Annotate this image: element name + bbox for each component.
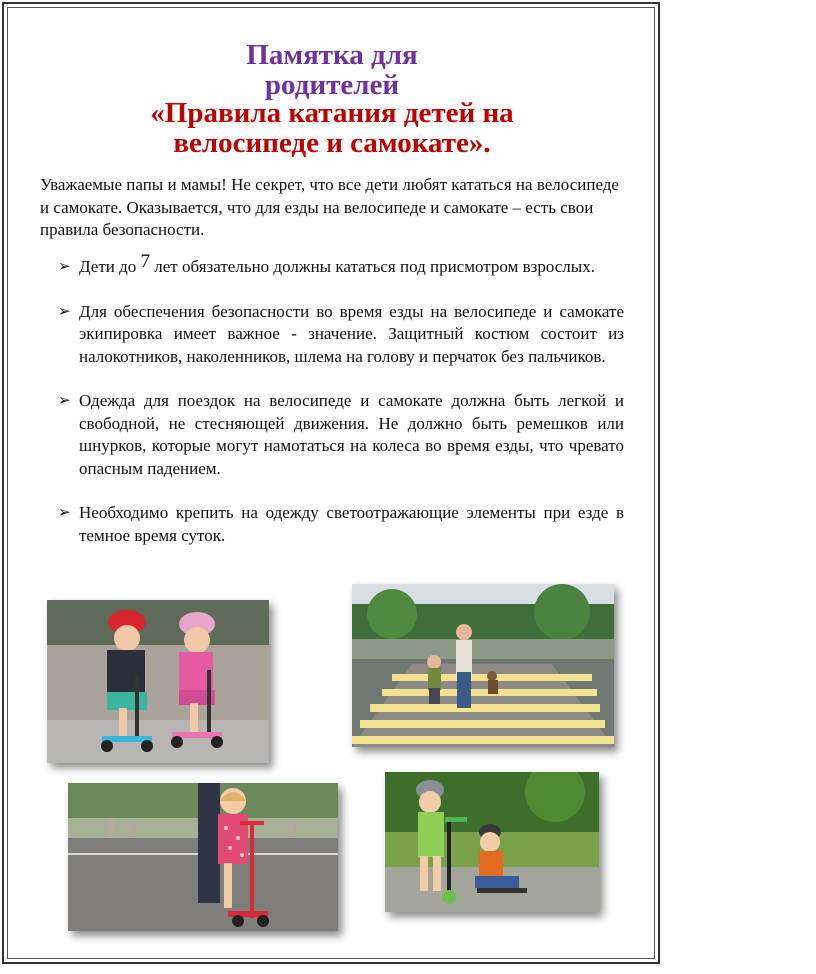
title-line-3: «Правила катания детей на [150, 97, 514, 129]
title-line-1: Памятка для [246, 39, 418, 71]
rule-text: Дети до [79, 257, 141, 276]
intro-paragraph: Уважаемые папы и мамы! Не секрет, что все дети любят кататься на велосипеде и самокате. Оказывается, что для езды на велосипеде и самокате – есть свои правила безопасности. [40, 175, 619, 239]
photo-girl-scooter-park [68, 783, 338, 931]
arrow-bullet-icon: ➢ [58, 505, 71, 521]
photo-crosswalk-family [352, 584, 614, 747]
title-purple [160, 40, 504, 100]
photo-two-kids-scooters [47, 600, 269, 763]
title-line-2: родителей [264, 69, 400, 101]
rule-text: Одежда для поездок на велосипеде и самокате должна быть легкой и свободной, не стесняющей движения. Не должно быть ремешков или шнурков, которые могут намотаться на колеса во время езды, что чревато опасным падением. [79, 391, 624, 478]
rule-item [58, 301, 624, 369]
rule-item [58, 502, 624, 547]
title-red [90, 98, 574, 158]
title-line-4: велосипеде и самокате». [173, 127, 491, 159]
rule-age: 7 [140, 251, 151, 272]
rule-text: Для обеспечения безопасности во время езды на велосипеде и самокате экипировка имеет важное - значение. Защитный костюм состоит из налокотников, наколенников, шлема на голову и перчаток без пальчиков. [79, 301, 624, 366]
arrow-bullet-icon: ➢ [58, 393, 71, 409]
rule-item [58, 390, 624, 480]
rules-list [58, 251, 624, 547]
arrow-bullet-icon: ➢ [58, 303, 71, 320]
rule-text: лет обязательно должны кататься под присмотром взрослых. [150, 257, 595, 276]
rule-text: Необходимо крепить на одежду светоотражающие элементы при езде в темное время суток. [79, 503, 624, 545]
arrow-bullet-icon: ➢ [58, 259, 71, 275]
rule-item [58, 251, 624, 279]
photo-two-kids-helmets [385, 772, 599, 912]
